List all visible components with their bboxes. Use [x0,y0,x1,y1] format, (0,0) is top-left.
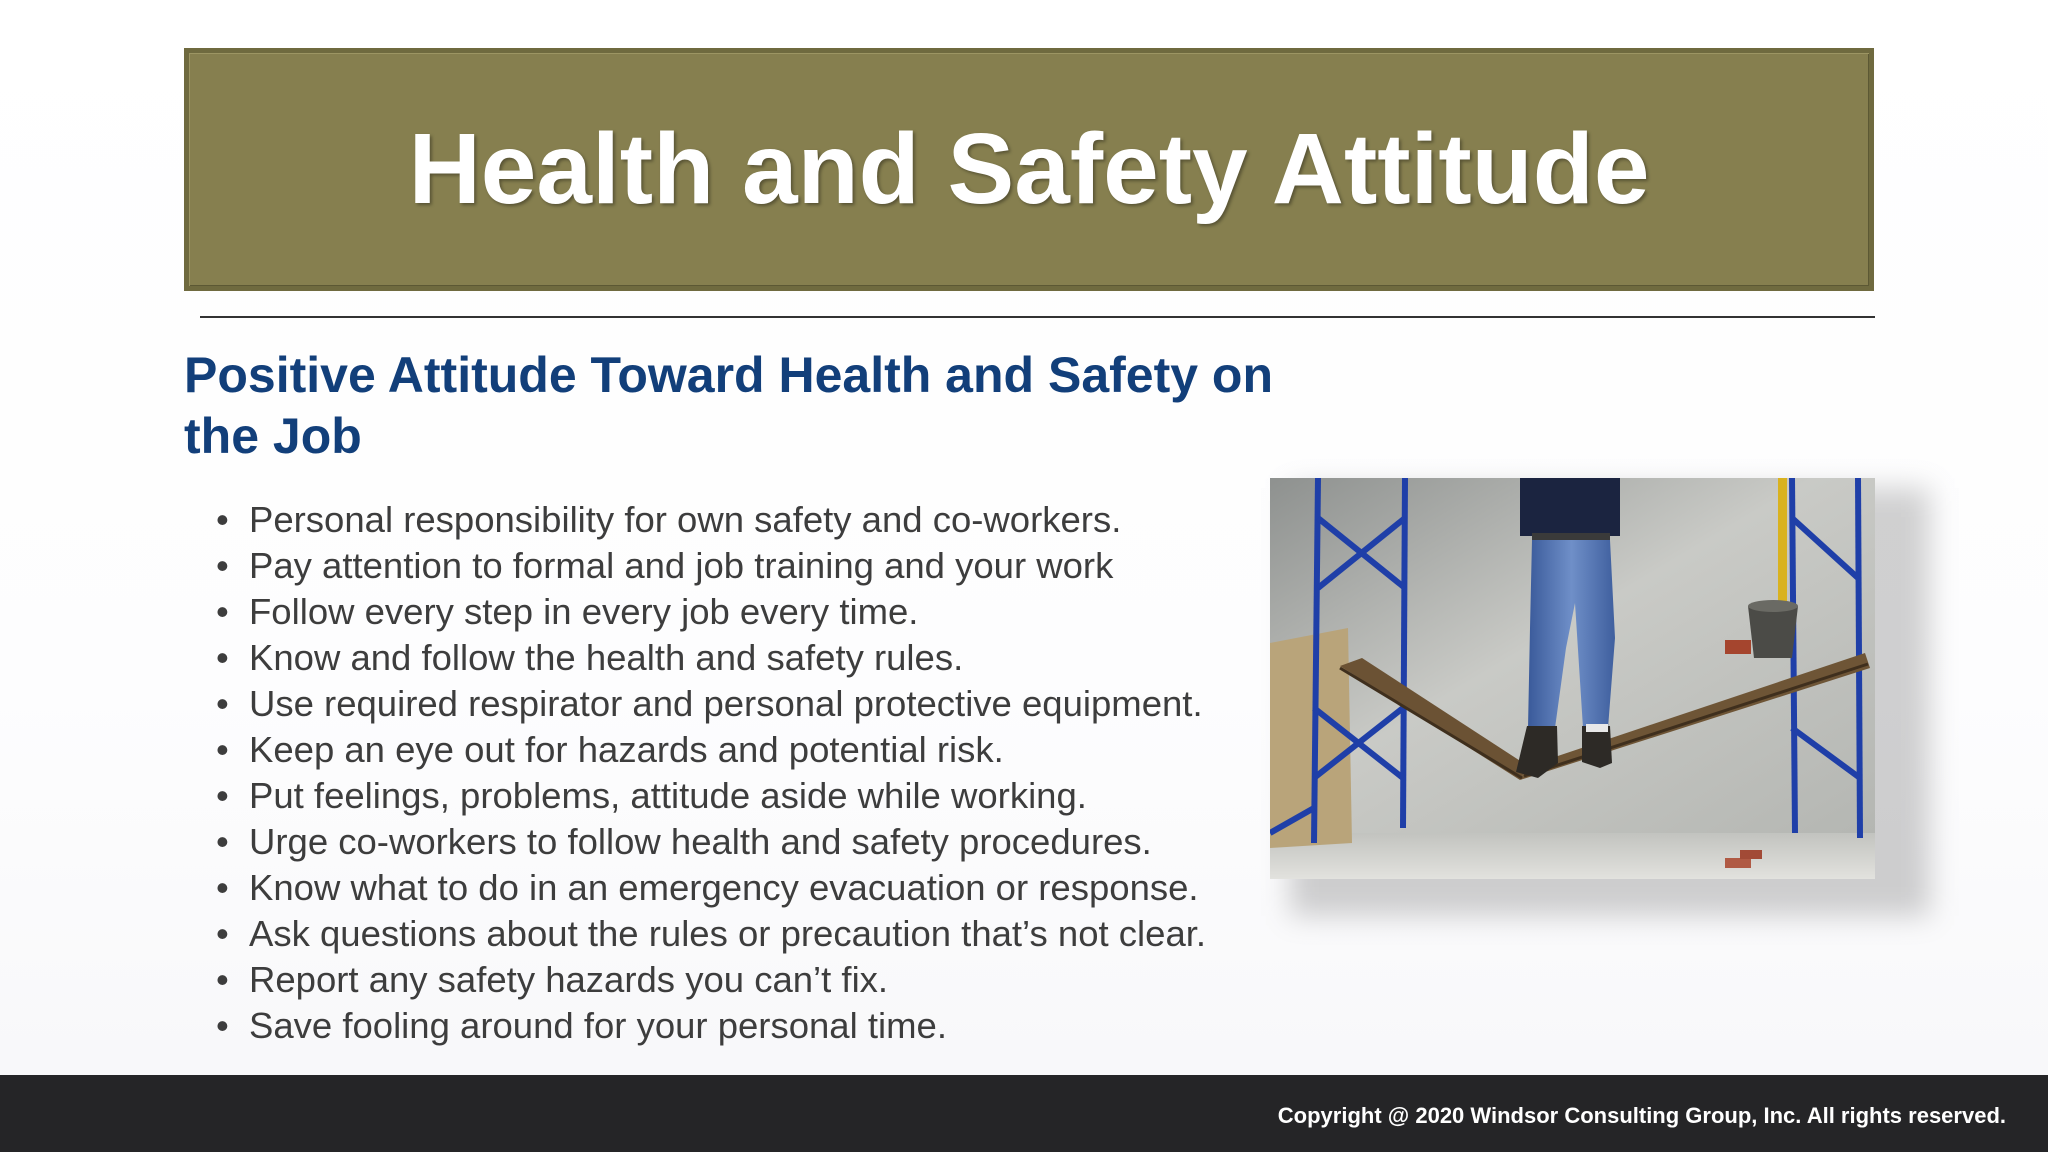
bullet-text: Keep an eye out for hazards and potential risk. [249,729,1004,770]
bullet-item [214,589,1274,635]
bullet-item [214,911,1274,957]
bullet-text: Save fooling around for your personal time. [249,1005,947,1046]
bullet-list [214,497,1274,1049]
bullet-icon: • [216,867,229,908]
bullet-item [214,957,1274,1003]
copyright-text: Copyright @ 2020 Windsor Consulting Group, Inc. All rights reserved. [1277,1103,2006,1128]
bullet-text: Ask questions about the rules or precaution that’s not clear. [249,913,1207,954]
bullet-text: Report any safety hazards you can’t fix. [249,959,889,1000]
bullet-item [214,635,1274,681]
bullet-icon: • [216,545,229,586]
bullet-icon: • [216,499,229,540]
bullet-icon: • [216,683,229,724]
scaffolding-photo [1270,478,1875,879]
title-divider [200,316,1875,318]
bullet-icon: • [216,591,229,632]
bullet-text: Follow every step in every job every time. [249,591,919,632]
bullet-item [214,681,1274,727]
bullet-item [214,819,1274,865]
bullet-text: Put feelings, problems, attitude aside while working. [249,775,1087,816]
bullet-item [214,727,1274,773]
bullet-icon: • [216,1005,229,1046]
bullet-item [214,773,1274,819]
bullet-text: Know what to do in an emergency evacuation or response. [249,867,1199,908]
bullet-item [214,865,1274,911]
bullet-text: Urge co-workers to follow health and safety procedures. [249,821,1152,862]
bullet-text: Use required respirator and personal protective equipment. [249,683,1203,724]
bullet-item [214,1003,1274,1049]
title-banner [184,48,1874,291]
section-heading: Positive Attitude Toward Health and Safety on the Job [184,347,1274,464]
bullet-item [214,543,1274,589]
bullet-icon: • [216,821,229,862]
bullet-text: Pay attention to formal and job training and your work [249,545,1114,586]
footer-bar [0,1075,2048,1152]
bullet-text: Know and follow the health and safety rules. [249,637,964,678]
bullet-item [214,497,1274,543]
bullet-icon: • [216,729,229,770]
bullet-icon: • [216,775,229,816]
bullet-icon: • [216,959,229,1000]
bullet-text: Personal responsibility for own safety and co-workers. [249,499,1122,540]
scaffolding-illustration [1270,478,1875,879]
slide-title: Health and Safety Attitude [408,113,1650,225]
bullet-icon: • [216,637,229,678]
bullet-icon: • [216,913,229,954]
